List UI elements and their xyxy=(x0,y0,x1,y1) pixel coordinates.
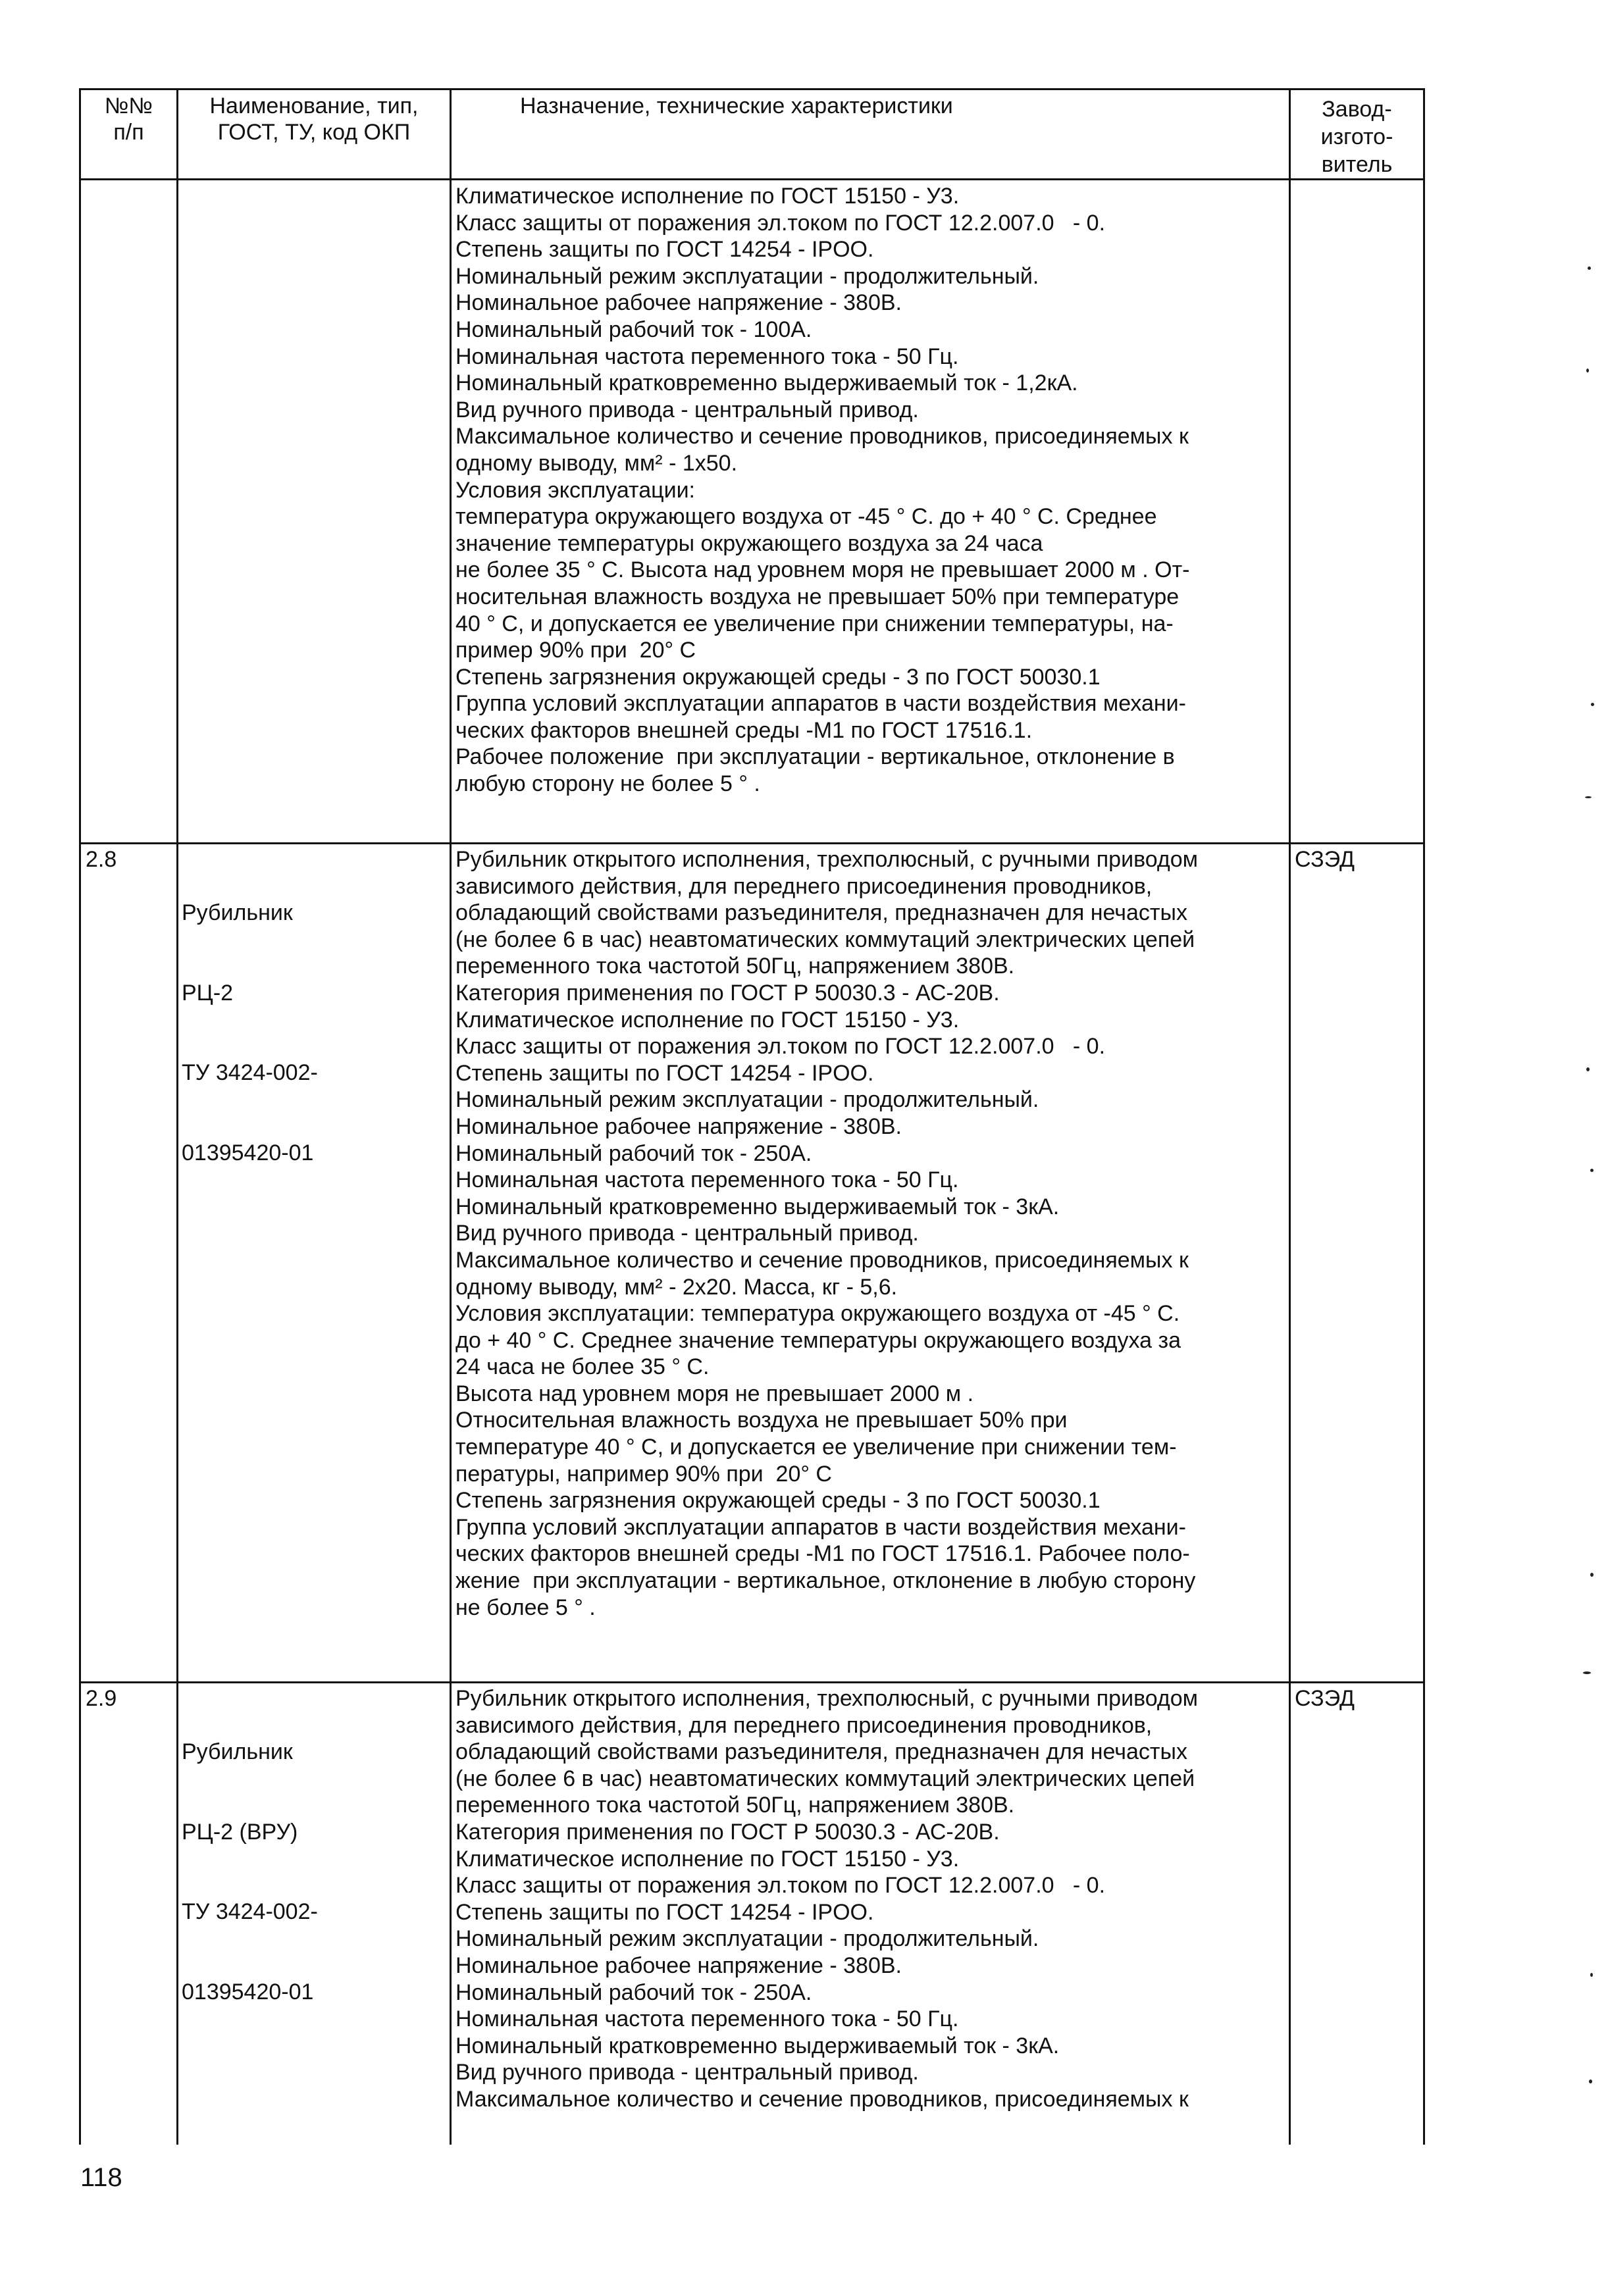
description-line: (не более 6 в час) неавтоматических коммутаций электрических цепей xyxy=(455,927,1195,952)
description-line: Номинальная частота переменного тока - 50 Гц. xyxy=(455,2006,959,2032)
description-line: Максимальное количество и сечение проводников, присоединяемых к xyxy=(455,1247,1189,1273)
description-line: ческих факторов внешней среды -М1 по ГОСТ 17516.1. xyxy=(455,717,1033,743)
description-line: (не более 6 в час) неавтоматических коммутаций электрических цепей xyxy=(455,1766,1195,1791)
description-line: Климатическое исполнение по ГОСТ 15150 - У3. xyxy=(455,1846,960,1872)
description-line: Номинальное рабочее напряжение - 380В. xyxy=(455,290,902,316)
header-name-line: ГОСТ, ТУ, код ОКП xyxy=(217,120,411,145)
header-col-desc xyxy=(452,93,1289,119)
header-desc-line: Назначение, технические характеристики xyxy=(520,93,953,118)
description-line: Вид ручного привода - центральный привод. xyxy=(455,397,919,422)
description-line: не более 5 ° . xyxy=(455,1594,596,1620)
description-line: не более 35 ° С. Высота над уровнем моря не превышает 2000 м . От- xyxy=(455,557,1190,583)
row-2-9-number: 2.9 xyxy=(86,1686,117,1711)
description-line: пературы, например 90% при 20° С xyxy=(455,1461,832,1487)
scan-speck xyxy=(1590,1169,1594,1172)
header-name-line: Наименование, тип, xyxy=(209,93,419,118)
description-line: Рабочее положение при эксплуатации - вертикальное, отклонение в xyxy=(455,744,1175,770)
col-rule-left xyxy=(79,88,81,2145)
row-continuation-description xyxy=(455,183,1189,798)
description-line: Номинальный режим эксплуатации - продолжительный. xyxy=(455,1926,1039,1952)
row-2-8-description xyxy=(455,846,1198,1621)
description-line: Степень загрязнения окружающей среды - 3 по ГОСТ 50030.1 xyxy=(455,1488,1101,1514)
header-bottom-rule xyxy=(79,178,1425,180)
row-2-8-number: 2.8 xyxy=(86,847,117,872)
header-num-line: п/п xyxy=(113,120,144,145)
description-line: 40 ° С, и допускается ее увеличение при снижении температуры, на- xyxy=(455,611,1174,636)
scan-speck xyxy=(1590,1973,1593,1977)
scan-speck xyxy=(1588,267,1591,270)
row-divider-2-8 xyxy=(79,842,1425,844)
header-num-line: №№ xyxy=(105,93,153,118)
row-2-8-manufacturer: СЗЭД xyxy=(1295,847,1355,872)
description-line: до + 40 ° С. Среднее значение температуры окружающего воздуха за xyxy=(455,1327,1181,1353)
description-line: Условия эксплуатации: температура окружающего воздуха от -45 ° С. xyxy=(455,1301,1180,1327)
description-line: Рубильник открытого исполнения, трехполюсный, с ручными приводом xyxy=(455,1686,1199,1711)
description-line: Номинальный кратковременно выдерживаемый ток - 3кА. xyxy=(455,1194,1060,1219)
description-line: пример 90% при 20° С xyxy=(455,638,696,663)
description-line: Степень защиты по ГОСТ 14254 - IPOO. xyxy=(455,237,874,263)
scan-speck xyxy=(1586,369,1589,372)
description-line: Вид ручного привода - центральный привод. xyxy=(455,1221,919,1246)
description-line: Номинальный кратковременно выдерживаемый ток - 1,2кА. xyxy=(455,370,1078,396)
col-rule-name xyxy=(450,88,452,2145)
name-line: РЦ-2 (ВРУ) xyxy=(182,1819,298,1845)
header-col-num xyxy=(81,93,176,145)
description-line: обладающий свойствами разъединителя, предназначен для нечастых xyxy=(455,1739,1187,1765)
description-line: значение температуры окружающего воздуха за 24 часа xyxy=(455,530,1043,556)
description-line: переменного тока частотой 50Гц, напряжением 380В. xyxy=(455,1793,1015,1818)
name-line: ТУ 3424-002- xyxy=(182,1899,318,1924)
name-line: 01395420-01 xyxy=(182,1140,314,1165)
description-line: температура окружающего воздуха от -45 ° С. до + 40 ° С. Среднее xyxy=(455,504,1157,530)
name-line: Рубильник xyxy=(182,900,293,925)
row-2-9-manufacturer: СЗЭД xyxy=(1295,1686,1355,1711)
header-maker-line: Завод- xyxy=(1322,97,1392,122)
description-line: Номинальный режим эксплуатации - продолжительный. xyxy=(455,1087,1039,1113)
description-line: Степень защиты по ГОСТ 14254 - IPOO. xyxy=(455,1899,874,1925)
description-line: зависимого действия, для переднего присоединения проводников, xyxy=(455,873,1153,899)
description-line: Максимальное количество и сечение проводников, присоединяемых к xyxy=(455,2086,1189,2112)
description-line: Номинальный режим эксплуатации - продолжительный. xyxy=(455,263,1039,289)
row-2-9-description xyxy=(455,1685,1198,2113)
row-2-8-name xyxy=(182,846,318,1193)
name-line: Рубильник xyxy=(182,1739,293,1764)
scan-speck xyxy=(1583,1671,1591,1674)
header-col-maker xyxy=(1291,95,1423,178)
name-line: ТУ 3424-002- xyxy=(182,1060,318,1085)
scan-speck xyxy=(1589,2079,1592,2083)
row-2-9-name xyxy=(182,1685,318,2032)
header-maker-line: витель xyxy=(1321,152,1393,177)
description-line: Степень защиты по ГОСТ 14254 - IPOO. xyxy=(455,1060,874,1086)
description-line: Относительная влажность воздуха не превышает 50% при xyxy=(455,1408,1068,1433)
description-line: Номинальная частота переменного тока - 50 Гц. xyxy=(455,1167,959,1193)
col-rule-right xyxy=(1423,88,1425,2145)
description-line: обладающий свойствами разъединителя, предназначен для нечастых xyxy=(455,900,1187,926)
col-rule-desc xyxy=(1289,88,1291,2145)
description-line: Номинальное рабочее напряжение - 380В. xyxy=(455,1952,902,1978)
description-line: Категория применения по ГОСТ Р 50030.3 - АС-20В. xyxy=(455,1819,1000,1845)
description-line: Класс защиты от поражения эл.током по ГОСТ 12.2.007.0 - 0. xyxy=(455,1034,1106,1059)
page-number: 118 xyxy=(80,2163,122,2192)
description-line: одному выводу, мм² - 1х50. xyxy=(455,450,738,476)
description-line: носительная влажность воздуха не превышает 50% при температуре xyxy=(455,584,1180,609)
table-top-rule xyxy=(79,88,1425,90)
description-line: температуре 40 ° С, и допускается ее увеличение при снижении тем- xyxy=(455,1435,1177,1460)
description-line: жение при эксплуатации - вертикальное, отклонение в любую сторону xyxy=(455,1568,1196,1594)
description-line: Группа условий эксплуатации аппаратов в части воздействия механи- xyxy=(455,1514,1186,1540)
scan-speck xyxy=(1591,703,1594,706)
description-line: Условия эксплуатации: xyxy=(455,477,696,503)
description-line: Степень загрязнения окружающей среды - 3 по ГОСТ 50030.1 xyxy=(455,664,1101,690)
description-line: Номинальный рабочий ток - 100А. xyxy=(455,317,812,342)
description-line: Климатическое исполнение по ГОСТ 15150 - У3. xyxy=(455,184,960,209)
col-rule-num xyxy=(176,88,178,2145)
description-line: Максимальное количество и сечение проводников, присоединяемых к xyxy=(455,424,1189,449)
description-line: Рубильник открытого исполнения, трехполюсный, с ручными приводом xyxy=(455,847,1199,872)
description-line: Вид ручного привода - центральный привод. xyxy=(455,2060,919,2085)
description-line: 24 часа не более 35 ° С. xyxy=(455,1354,710,1380)
description-line: Номинальный кратковременно выдерживаемый ток - 3кА. xyxy=(455,2033,1060,2058)
scan-speck xyxy=(1590,1573,1594,1577)
description-line: Номинальное рабочее напряжение - 380В. xyxy=(455,1113,902,1139)
description-line: одному выводу, мм² - 2х20. Масса, кг - 5,6. xyxy=(455,1274,898,1300)
description-line: Климатическое исполнение по ГОСТ 15150 - У3. xyxy=(455,1007,960,1033)
description-line: Группа условий эксплуатации аппаратов в части воздействия механи- xyxy=(455,691,1186,717)
description-line: любую сторону не более 5 ° . xyxy=(455,771,760,797)
name-line: РЦ-2 xyxy=(182,980,234,1006)
description-line: зависимого действия, для переднего присоединения проводников, xyxy=(455,1712,1153,1738)
description-line: Класс защиты от поражения эл.током по ГОСТ 12.2.007.0 - 0. xyxy=(455,1873,1106,1899)
scan-speck xyxy=(1586,1067,1590,1071)
header-maker-line: изгото- xyxy=(1320,124,1393,149)
description-line: Номинальный рабочий ток - 250А. xyxy=(455,1140,812,1166)
name-line: 01395420-01 xyxy=(182,1979,314,2004)
description-line: Высота над уровнем моря не превышает 2000 м . xyxy=(455,1381,974,1406)
description-line: переменного тока частотой 50Гц, напряжением 380В. xyxy=(455,954,1015,979)
description-line: Категория применения по ГОСТ Р 50030.3 - АС-20В. xyxy=(455,980,1000,1006)
description-line: Номинальный рабочий ток - 250А. xyxy=(455,1979,812,2005)
description-line: Класс защиты от поражения эл.током по ГОСТ 12.2.007.0 - 0. xyxy=(455,210,1106,236)
description-line: Номинальная частота переменного тока - 50 Гц. xyxy=(455,344,959,369)
row-divider-2-9 xyxy=(79,1681,1425,1683)
description-line: ческих факторов внешней среды -М1 по ГОСТ 17516.1. Рабочее поло- xyxy=(455,1541,1190,1567)
scan-speck xyxy=(1585,796,1592,798)
header-col-name xyxy=(178,93,450,145)
